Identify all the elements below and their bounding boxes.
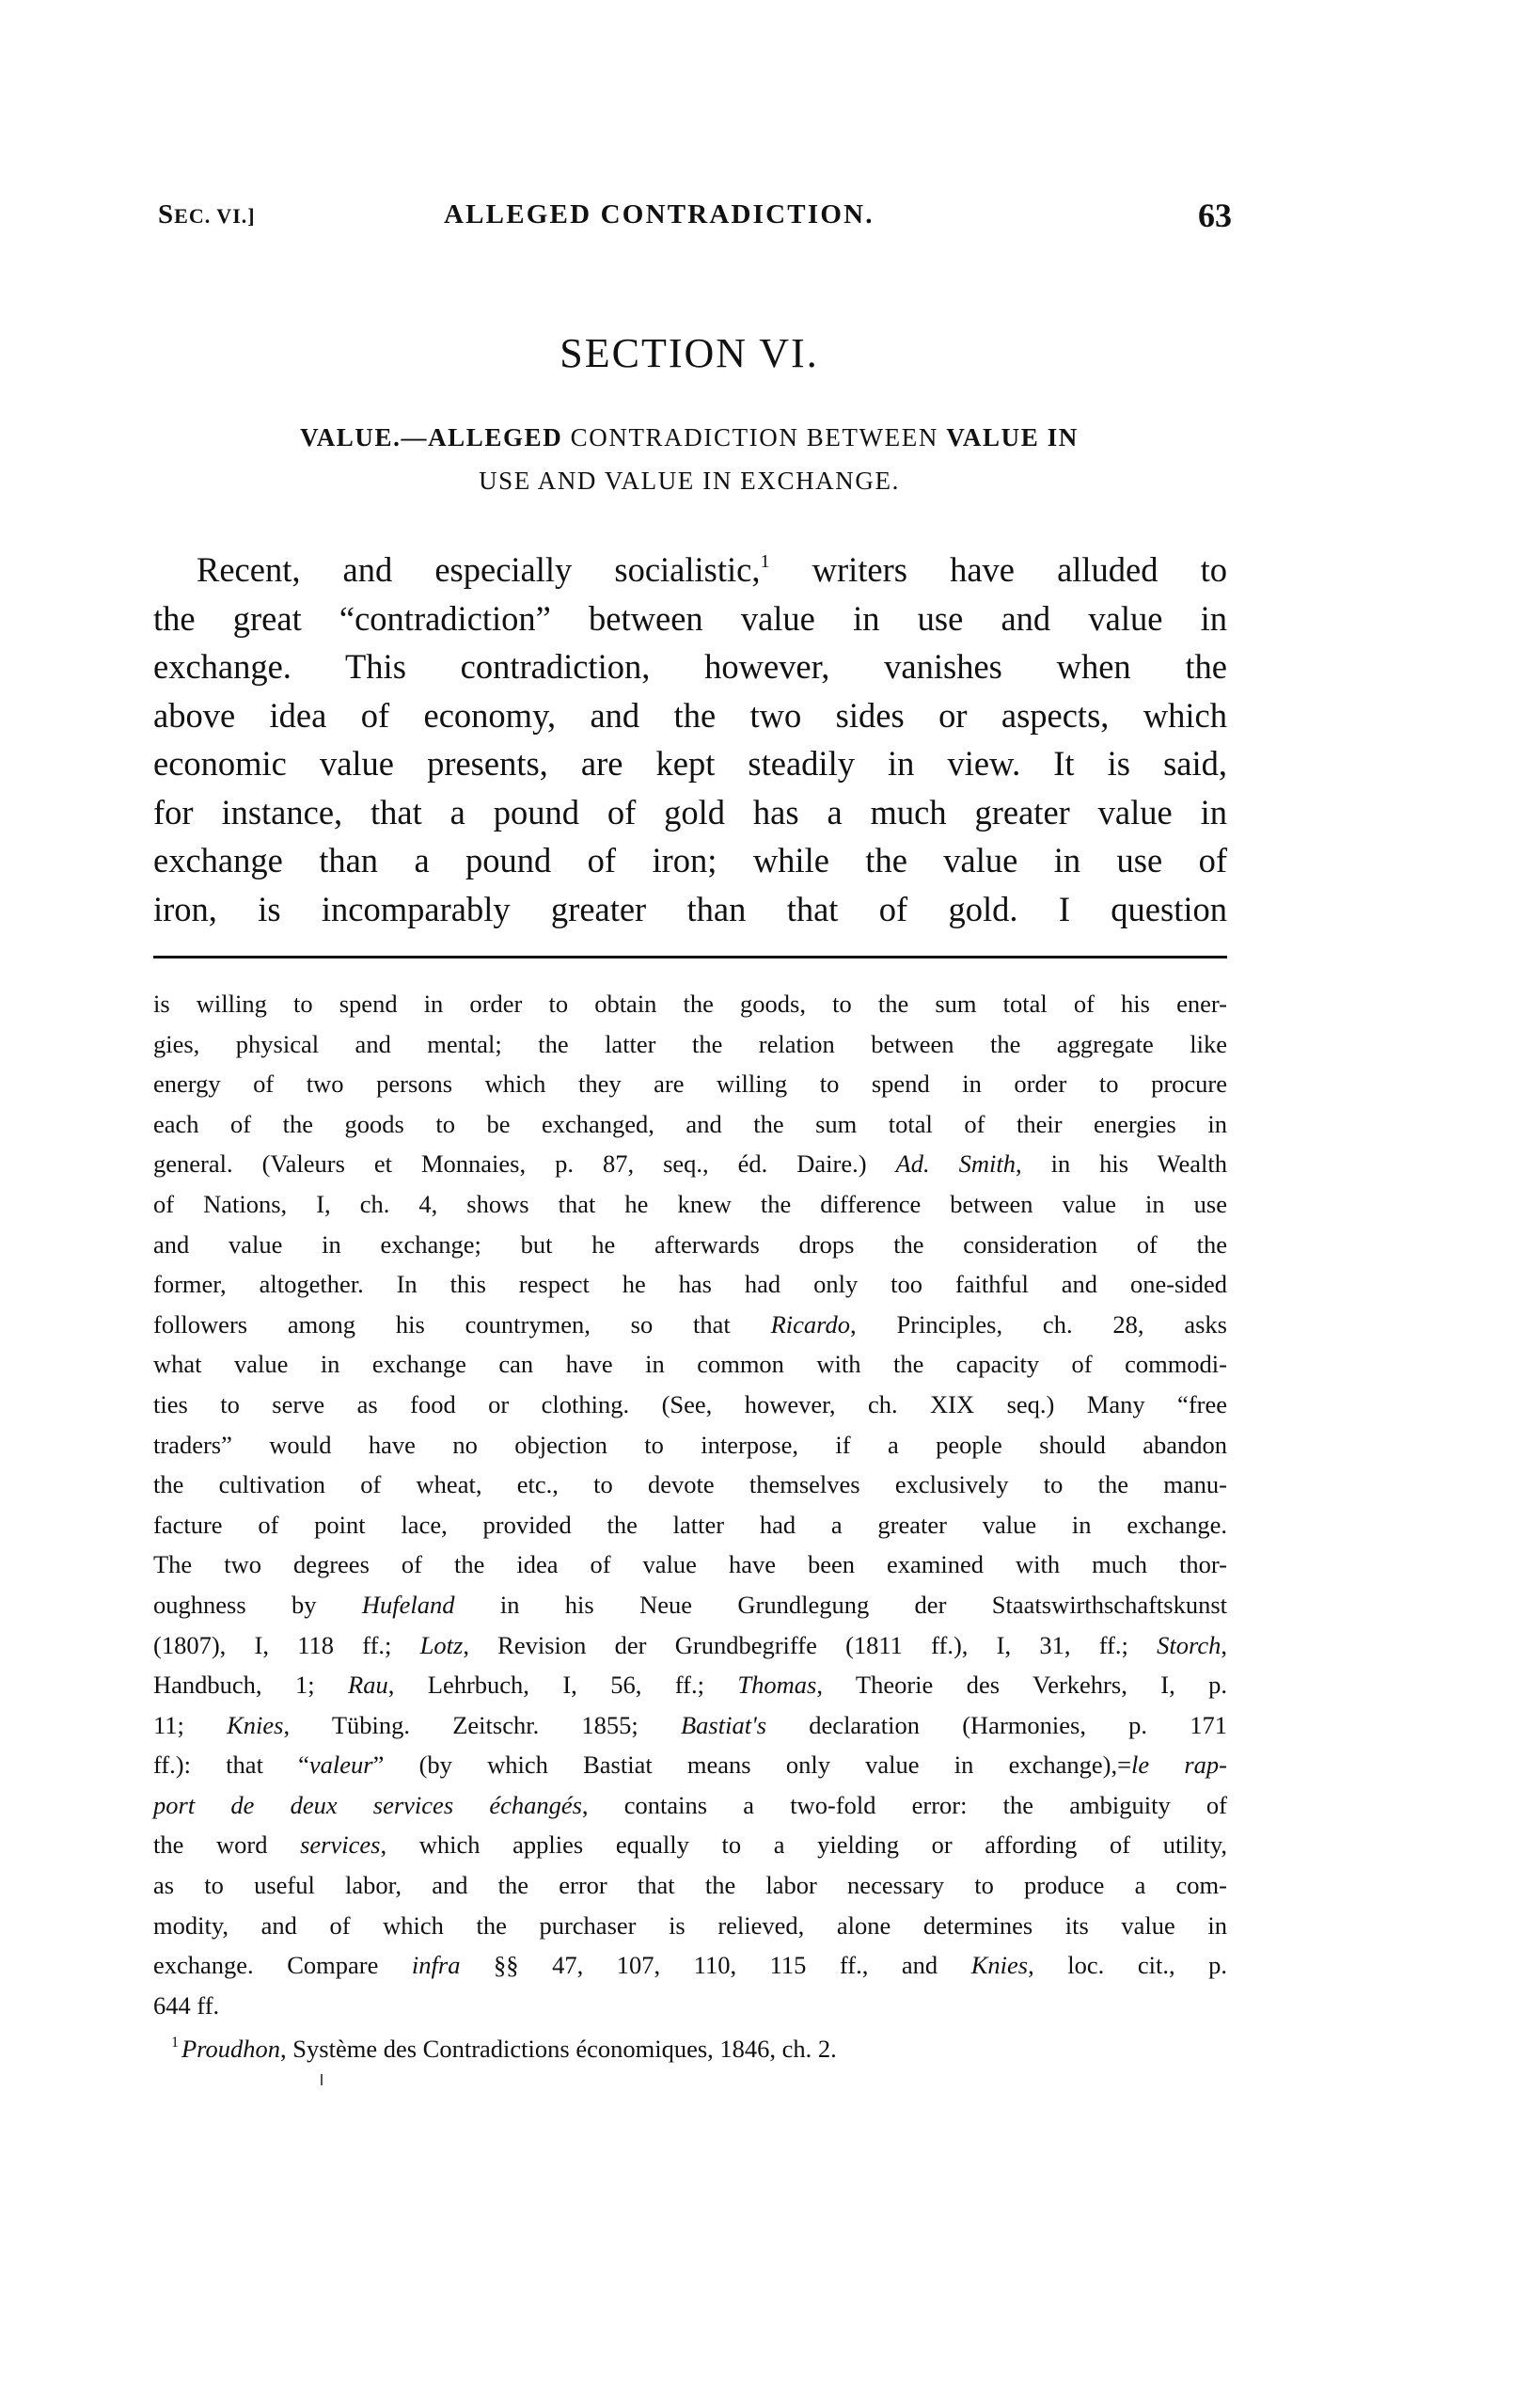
footnote-line (153, 1144, 1227, 1184)
footnote-text-run: oughness by (153, 1590, 362, 1619)
footnote-italic-run: valeur (308, 1751, 373, 1780)
footnote-line (153, 1064, 1227, 1104)
footnote-line (153, 1986, 1227, 2026)
footnote-line (153, 1665, 1227, 1705)
running-header-title: ALLEGED CONTRADICTION. (444, 199, 875, 230)
footnote-line (153, 1305, 1227, 1345)
footnote-text-run: , Tübing. Zeitschr. 1855; (283, 1710, 681, 1739)
body-line: the great “contradiction” between value in use and value in (153, 598, 1227, 638)
footnote-italic-run: Bastiat's (681, 1710, 767, 1739)
footnote-text-run: , loc. cit., p. (1028, 1951, 1228, 1980)
footnote-italic-run: Rau (348, 1671, 388, 1700)
footnote-line (153, 1505, 1227, 1545)
footnote-text-run: former, altogether. In this respect he has had only too faithful and one-sided (153, 1270, 1227, 1299)
footnote-line (153, 1425, 1227, 1465)
footnote-line (153, 1024, 1227, 1065)
footnote-text-run: , Lehrbuch, I, 56, ff.; (387, 1671, 738, 1700)
footnote-italic-run: port de deux services échangés (153, 1790, 582, 1819)
footnote-text-run: as to useful labor, and the error that the labor necessary to produce a com- (153, 1871, 1227, 1900)
footnote-text-run: ” (by which Bastiat means only value in exchange),= (372, 1751, 1132, 1780)
footnote-line (153, 1906, 1227, 1946)
footnote-italic-run: Storch (1157, 1630, 1221, 1659)
footnote-text-run: of Nations, I, ch. 4, shows that he knew the difference between value in use (153, 1189, 1227, 1218)
footnote-text-run: , (1221, 1630, 1227, 1659)
footnote-line (153, 1225, 1227, 1265)
subtitle-lead: VALUE.—ALLEGED (300, 423, 563, 452)
footnote-text-run: modity, and of which the purchaser is relieved, alone determines its value in (153, 1910, 1227, 1940)
subtitle-line-2: USE AND VALUE IN EXCHANGE. (479, 467, 900, 495)
footnote-text-run: ties to serve as food or clothing. (See, however, ch. XIX seq.) Many “free (153, 1389, 1227, 1418)
section-subtitle (152, 416, 1226, 502)
body-text-run: Recent, and especially socialistic, (197, 550, 761, 589)
body-line (153, 546, 1227, 594)
footnote-text-run: what value in exchange can have in common with the capacity of commodi- (153, 1350, 1227, 1379)
footnote-line (153, 1104, 1227, 1145)
body-line: exchange. This contradiction, however, vanishes when the (153, 647, 1227, 686)
footnote-italic-run: Hufeland (361, 1590, 455, 1619)
footnote-text-run: 644 ff. (153, 1990, 220, 2020)
footnote-text-run: The two degrees of the idea of value have been examined with much thor- (153, 1550, 1227, 1579)
footnote-text-run: traders” would have no objection to interpose, if a people should abandon (153, 1430, 1227, 1459)
footnote-text-run: (1807), I, 118 ff.; (153, 1630, 420, 1659)
footnote-text-run: is willing to spend in order to obtain the goods, to the sum total of his ener- (153, 990, 1227, 1018)
footnote-italic-run: Knies (227, 1710, 284, 1739)
footnote-line (153, 1865, 1227, 1906)
footnote-text-run: , in his Wealth (1015, 1149, 1227, 1179)
footnote-italic-run: Ad. Smith (895, 1149, 1016, 1179)
footnote-line (153, 1465, 1227, 1505)
footnote-text-run: §§ 47, 107, 110, 115 ff., and (460, 1951, 971, 1980)
subtitle-end: VALUE IN (946, 423, 1079, 452)
footnote-text-run: , which applies equally to a yielding or affording of utility, (380, 1830, 1227, 1860)
body-line: iron, is incomparably greater than that of gold. I question (153, 889, 1227, 928)
footnote-text-run: declaration (Harmonies, p. 171 (766, 1710, 1227, 1739)
footnote-line (153, 1705, 1227, 1746)
footnote-text-run: facture of point lace, provided the latter had a greater value in exchange. (153, 1510, 1227, 1539)
footnote-ref-1[interactable]: 1 (760, 550, 770, 572)
footnote-text-run: , Principles, ch. 28, asks (850, 1309, 1227, 1339)
footnote-divider (153, 956, 1227, 958)
footnote-italic-run: Lotz (419, 1630, 464, 1659)
footnote-text-run: followers among his countrymen, so that (153, 1309, 771, 1339)
body-line: above idea of economy, and the two sides or aspects, which (153, 695, 1227, 735)
footnote-italic-run: Knies (970, 1951, 1029, 1980)
footnote-text-run: gies, physical and mental; the latter the relation between the aggregate like (153, 1029, 1227, 1058)
footnote-line (153, 1264, 1227, 1305)
footnote-italic-run: infra (411, 1951, 461, 1980)
body-line: exchange than a pound of iron; while the value in use of (153, 841, 1227, 879)
footnote-line (153, 1585, 1227, 1625)
subtitle-line-1 (152, 416, 1226, 459)
section-label-rest: EC. VI.] (174, 204, 256, 228)
body-line: for instance, that a pound of gold has a much greater value in (153, 792, 1227, 832)
footnote-author: Proudhon (181, 2035, 281, 2063)
running-header (158, 196, 1232, 237)
footnote-italic-run: services (300, 1830, 381, 1860)
footnote-text-run: ff.): that “ (153, 1751, 309, 1780)
body-line: economic value presents, are kept steadily in view. It is said, (153, 744, 1227, 783)
footnote-text-run: general. (Valeurs et Monnaies, p. 87, seq., éd. Daire.) (153, 1149, 896, 1179)
footnote-text-run: , Revision der Grundbegriffe (1811 ff.), I, 31, ff.; (463, 1630, 1158, 1659)
footnote-line (153, 1745, 1227, 1785)
footnote-text-run: the word (153, 1830, 301, 1860)
footnote-text-run: 11; (153, 1710, 228, 1739)
footnote-line (153, 1385, 1227, 1425)
footnote-text-run: exchange. Compare (153, 1951, 412, 1980)
footnote-text-run: and value in exchange; but he afterwards drops the consideration of the (153, 1229, 1227, 1259)
body-paragraph (153, 546, 1227, 933)
footnote-text-run: the cultivation of wheat, etc., to devote themselves exclusively to the manu- (153, 1470, 1227, 1499)
footnote-italic-run: Thomas (737, 1671, 817, 1700)
footnote-text-run: , contains a two-fold error: the ambiguity of (581, 1790, 1227, 1819)
footnote-line (153, 1625, 1227, 1666)
footnote-text-run: each of the goods to be exchanged, and the sum total of their energies in (153, 1109, 1227, 1138)
footnote-line (153, 1785, 1227, 1826)
footnote-marker: 1 (171, 2035, 179, 2051)
footnote-continued (153, 984, 1227, 2025)
footnote-1 (171, 2024, 837, 2067)
footnote-citation: , Système des Contradictions économiques, 1846, ch. 2. (280, 2035, 837, 2063)
scan-artifact-mark (321, 2074, 323, 2085)
section-initial: S (158, 199, 175, 230)
footnote-line (153, 1344, 1227, 1385)
footnote-line (153, 1825, 1227, 1865)
footnote-italic-run: Ricardo (770, 1309, 851, 1339)
footnote-line (153, 1545, 1227, 1585)
footnote-line (153, 984, 1227, 1024)
footnote-text-run: Handbuch, 1; (153, 1671, 349, 1700)
footnote-text-run: in his Neue Grundlegung der Staatswirthschaftskunst (454, 1590, 1228, 1619)
body-text-run: writers have alluded to (769, 550, 1227, 589)
subtitle-middle: CONTRADICTION BETWEEN (562, 423, 947, 452)
running-header-section (158, 199, 256, 230)
footnote-text-run: energy of two persons which they are willing to spend in order to procure (153, 1069, 1227, 1099)
section-heading: SECTION VI. (559, 330, 819, 376)
page-number: 63 (1198, 197, 1232, 234)
footnote-italic-run: le rap- (1131, 1751, 1228, 1780)
footnote-line (153, 1945, 1227, 1986)
footnote-text-run: , Theorie des Verkehrs, I, p. (816, 1671, 1227, 1700)
footnote-line (153, 1184, 1227, 1225)
